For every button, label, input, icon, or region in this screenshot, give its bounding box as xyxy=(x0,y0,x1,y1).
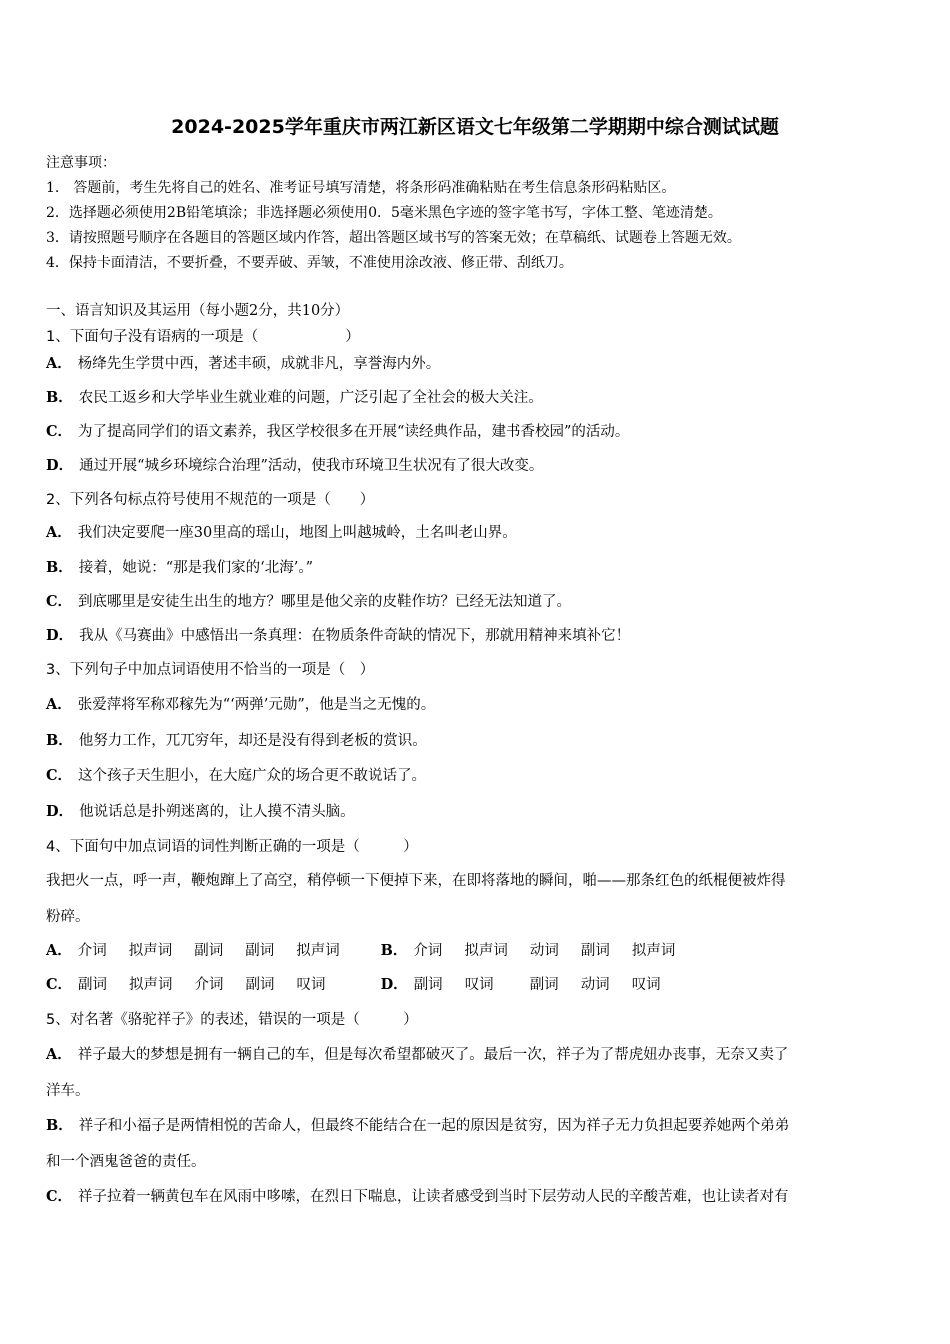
q4-b-word-5: 拟声词 xyxy=(631,943,676,959)
option-label-b: B． xyxy=(380,942,408,959)
q4-a-word-4: 副词 xyxy=(245,943,275,959)
q3-option-a xyxy=(46,695,435,715)
q5-option-c-line-1 xyxy=(46,1187,789,1207)
q5-option-b-text-1: 祥子和小福子是两情相悦的苦命人，但最终不能结合在一起的原因是贫穷，因为祥子无力负担起要养她两个弟弟 xyxy=(78,1118,790,1134)
q5-option-a-line-2: 洋车。 xyxy=(46,1083,90,1099)
q2-option-b xyxy=(46,558,313,578)
option-label-d: D． xyxy=(46,457,74,474)
q2-option-c-text: 到底哪里是安徒生出生的地方？哪里是他父亲的皮鞋作坊？已经无法知道了。 xyxy=(78,594,572,610)
q4-b-word-3: 动词 xyxy=(529,943,559,959)
q4-option-c xyxy=(46,975,376,995)
q1-option-a xyxy=(46,354,440,374)
q1-option-b-text: 农民工返乡和大学毕业生就业难的问题，广泛引起了全社会的极大关注。 xyxy=(78,390,543,406)
q4-options-row-1 xyxy=(46,941,697,961)
q1-option-c xyxy=(46,422,629,442)
q4-a-word-5: 拟声词 xyxy=(296,943,340,959)
option-label-b: B． xyxy=(46,559,73,576)
option-label-a: A． xyxy=(46,942,72,959)
question-3-stem: 3、下列句子中加点词语使用不恰当的一项是（ ） xyxy=(46,662,375,678)
q2-option-c xyxy=(46,592,571,612)
question-1-stem: 1、下面句子没有语病的一项是（ ） xyxy=(46,329,360,345)
q5-option-b-line-2: 和一个酒鬼爸爸的责任。 xyxy=(46,1154,206,1170)
option-label-b: B． xyxy=(46,389,73,406)
option-label-d: D． xyxy=(46,803,74,820)
option-label-b: B． xyxy=(46,1117,73,1134)
page-title: 2024-2025学年重庆市两江新区语文七年级第二学期期中综合测试试题 xyxy=(171,116,779,138)
q4-options-row-2 xyxy=(46,975,683,995)
q2-option-d xyxy=(46,626,630,646)
q4-a-word-2: 拟声词 xyxy=(128,943,173,959)
q2-option-b-text: 接着，她说：“那是我们家的‘北海’。” xyxy=(78,560,314,576)
q4-option-b xyxy=(381,943,698,959)
q4-d-word-3: 副词 xyxy=(529,977,559,993)
q3-option-b-text: 他努力工作，兀兀穷年，却还是没有得到老板的赏识。 xyxy=(78,733,427,749)
option-label-c: C． xyxy=(46,1188,73,1205)
q1-option-d-text: 通过开展“城乡环境综合治理”活动，使我市环境卫生状况有了很大改变。 xyxy=(79,458,544,474)
q3-option-d xyxy=(46,802,355,822)
notice-item-2: 2．选择题必须使用2B铅笔填涂；非选择题必须使用0．5毫米黑色字迹的签字笔书写，字体工整、笔迹清楚。 xyxy=(46,205,722,221)
notice-item-3: 3．请按照题号顺序在各题目的答题区域内作答，超出答题区域书写的答案无效；在草稿纸、试题卷上答题无效。 xyxy=(46,230,741,246)
option-label-d: D． xyxy=(380,976,408,993)
q3-option-d-text: 他说话总是扑朔迷离的，让人摸不清头脑。 xyxy=(79,804,355,820)
q5-option-a-text-1: 祥子最大的梦想是拥有一辆自己的车，但是每次希望都破灭了。最后一次，祥子为了帮虎妞办丧事，无奈又卖了 xyxy=(77,1047,789,1063)
notice-item-1: 1. 答题前，考生先将自己的姓名、准考证号填写清楚，将条形码准确粘贴在考生信息条形码粘贴区。 xyxy=(46,180,676,196)
q4-c-word-1: 副词 xyxy=(78,977,108,993)
q3-option-a-text: 张爱萍将军称邓稼先为“‘两弹’元勋”，他是当之无愧的。 xyxy=(77,697,436,713)
q5-option-a-line-1 xyxy=(46,1045,788,1065)
option-label-c: C． xyxy=(46,976,73,993)
q4-option-d xyxy=(381,977,683,993)
option-label-c: C． xyxy=(46,423,73,440)
q4-d-word-5: 叹词 xyxy=(631,977,661,993)
q3-option-b xyxy=(46,731,427,751)
q4-option-a xyxy=(46,941,376,961)
q4-c-word-5: 叹词 xyxy=(296,977,326,993)
q2-option-a xyxy=(46,523,517,543)
q4-c-word-4: 副词 xyxy=(245,977,275,993)
q4-passage-line-1: 我把火一点，呼一声，鞭炮蹿上了高空，稍停顿一下便掉下来，在即将落地的瞬间，啪——那条红色的纸棍便被炸得 xyxy=(46,873,786,889)
q4-c-word-3: 介词 xyxy=(194,977,224,993)
q2-option-a-text: 我们决定要爬一座30里高的瑶山，地图上叫越城岭，土名叫老山界。 xyxy=(77,525,517,541)
q3-option-c-text: 这个孩子天生胆小，在大庭广众的场合更不敢说话了。 xyxy=(78,768,427,784)
section-heading-1: 一、语言知识及其运用（每小题2分，共10分） xyxy=(46,303,350,319)
q2-option-d-text: 我从《马赛曲》中感悟出一条真理：在物质条件奇缺的情况下，那就用精神来填补它！ xyxy=(79,628,631,644)
q1-option-c-text: 为了提高同学们的语文素养，我区学校很多在开展“读经典作品，建书香校园”的活动。 xyxy=(78,424,630,440)
option-label-a: A． xyxy=(46,1046,72,1063)
q4-c-word-2: 拟声词 xyxy=(129,977,173,993)
q3-option-c xyxy=(46,766,426,786)
q4-passage-line-2: 粉碎。 xyxy=(46,909,90,925)
question-5-stem: 5、对名著《骆驼祥子》的表述，错误的一项是（ ） xyxy=(46,1012,418,1028)
option-label-b: B． xyxy=(46,732,73,749)
question-4-stem: 4、下面句中加点词语的词性判断正确的一项是（ ） xyxy=(46,839,418,855)
q1-option-d xyxy=(46,456,543,476)
q4-d-word-1: 副词 xyxy=(413,977,443,993)
q1-option-b xyxy=(46,388,543,408)
q4-b-word-4: 副词 xyxy=(580,943,610,959)
q4-a-word-3: 副词 xyxy=(194,943,224,959)
option-label-a: A． xyxy=(46,355,72,372)
option-label-a: A． xyxy=(46,696,72,713)
q5-option-c-text-1: 祥子拉着一辆黄包车在风雨中哆嗦，在烈日下喘息，让读者感受到当时下层劳动人民的辛酸苦难，也让读者对有 xyxy=(78,1189,789,1205)
option-label-c: C． xyxy=(46,767,73,784)
q4-a-word-1: 介词 xyxy=(77,943,107,959)
notice-item-4: 4．保持卡面清洁，不要折叠，不要弄破、弄皱，不准使用涂改液、修正带、刮纸刀。 xyxy=(46,255,573,271)
option-label-d: D． xyxy=(46,627,74,644)
q1-option-a-text: 杨绛先生学贯中西，著述丰硕，成就非凡，享誉海内外。 xyxy=(77,356,441,372)
q4-d-word-4: 动词 xyxy=(580,977,610,993)
option-label-a: A． xyxy=(46,524,72,541)
question-2-stem: 2、下列各句标点符号使用不规范的一项是（ ） xyxy=(46,492,375,508)
q4-b-word-1: 介词 xyxy=(413,943,443,959)
q4-d-word-2: 叹词 xyxy=(464,977,494,993)
option-label-c: C． xyxy=(46,593,73,610)
q5-option-b-line-1 xyxy=(46,1116,789,1136)
notice-heading: 注意事项： xyxy=(46,155,116,171)
q4-b-word-2: 拟声词 xyxy=(464,943,508,959)
